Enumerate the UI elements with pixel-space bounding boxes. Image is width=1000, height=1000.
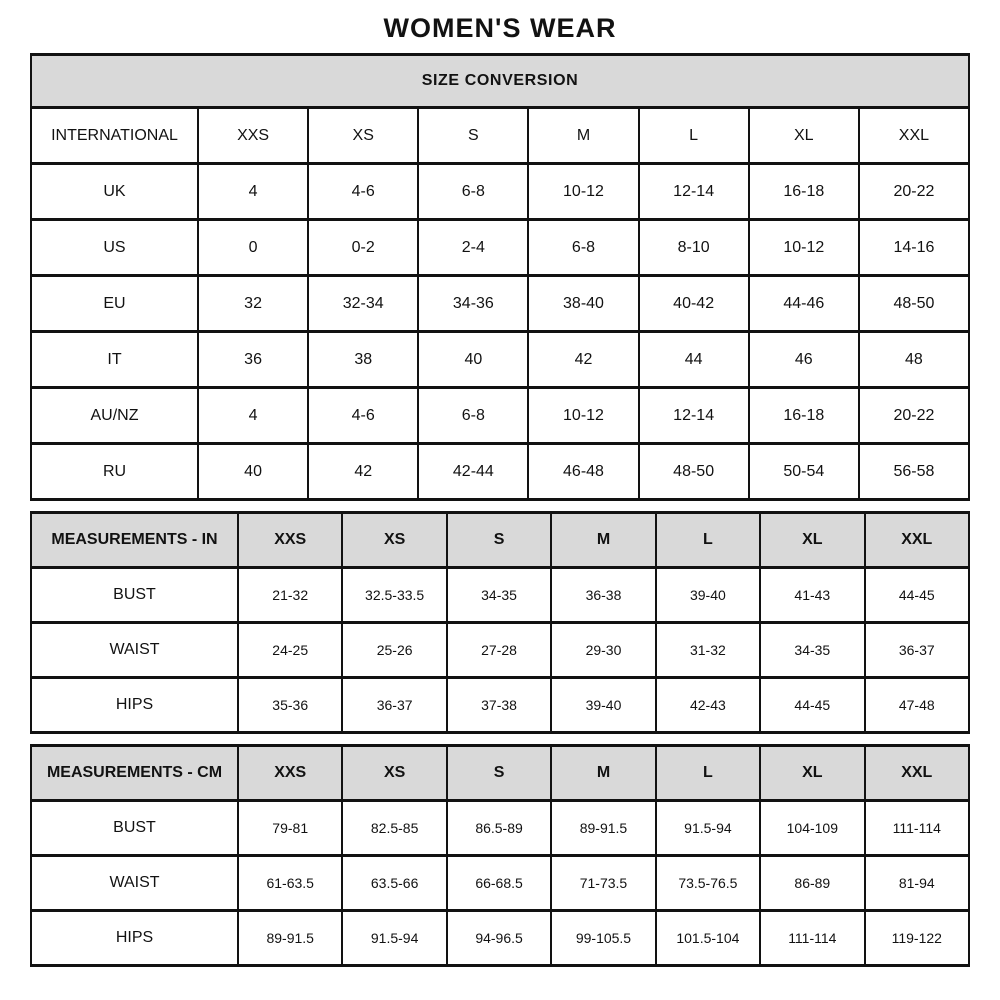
size-column-header-cell: S [447, 513, 551, 568]
value-cell: 82.5-85 [342, 801, 446, 856]
value-cell: 0-2 [308, 220, 418, 276]
value-cell: 25-26 [342, 623, 446, 678]
value-cell: 27-28 [447, 623, 551, 678]
row-label-cell: HIPS [31, 678, 238, 733]
value-cell: 39-40 [656, 568, 760, 623]
value-cell: 37-38 [447, 678, 551, 733]
row-label-cell: RU [31, 444, 198, 500]
size-column-header-cell: XS [342, 513, 446, 568]
table-header-row [31, 513, 969, 568]
value-cell: 56-58 [859, 444, 969, 500]
table-row [31, 220, 969, 276]
value-cell: 86-89 [760, 856, 864, 911]
value-cell: 111-114 [760, 911, 864, 966]
value-cell: 2-4 [418, 220, 528, 276]
value-cell: 111-114 [865, 801, 969, 856]
measurements-in-table-body [31, 513, 969, 733]
value-cell: 89-91.5 [551, 801, 655, 856]
table-row [31, 164, 969, 220]
size-column-header-cell: L [656, 513, 760, 568]
value-cell: 44-45 [865, 568, 969, 623]
row-label-cell: EU [31, 276, 198, 332]
table-row [31, 678, 969, 733]
size-conversion-table-body [31, 55, 969, 500]
value-cell: 36 [198, 332, 308, 388]
value-cell: 94-96.5 [447, 911, 551, 966]
value-cell: 42-44 [418, 444, 528, 500]
value-cell: 39-40 [551, 678, 655, 733]
row-label-cell: UK [31, 164, 198, 220]
size-column-header-cell: XS [308, 108, 418, 164]
value-cell: 21-32 [238, 568, 342, 623]
value-cell: 41-43 [760, 568, 864, 623]
row-label-cell: HIPS [31, 911, 238, 966]
value-cell: 16-18 [749, 164, 859, 220]
measurements-cm-table-body [31, 746, 969, 966]
size-column-header-cell: XL [760, 746, 864, 801]
size-column-header-cell: XXS [198, 108, 308, 164]
row-label-cell: BUST [31, 801, 238, 856]
table-banner: SIZE CONVERSION [31, 55, 969, 108]
value-cell: 10-12 [528, 388, 638, 444]
value-cell: 44-46 [749, 276, 859, 332]
value-cell: 31-32 [656, 623, 760, 678]
value-cell: 32 [198, 276, 308, 332]
size-column-header-cell: XL [749, 108, 859, 164]
value-cell: 36-38 [551, 568, 655, 623]
value-cell: 24-25 [238, 623, 342, 678]
value-cell: 32-34 [308, 276, 418, 332]
table-row [31, 623, 969, 678]
value-cell: 73.5-76.5 [656, 856, 760, 911]
value-cell: 81-94 [865, 856, 969, 911]
value-cell: 10-12 [749, 220, 859, 276]
value-cell: 36-37 [342, 678, 446, 733]
value-cell: 50-54 [749, 444, 859, 500]
size-column-header-cell: L [656, 746, 760, 801]
size-column-header-cell: S [447, 746, 551, 801]
value-cell: 71-73.5 [551, 856, 655, 911]
value-cell: 44 [639, 332, 749, 388]
size-column-header-cell: M [551, 746, 655, 801]
value-cell: 40 [198, 444, 308, 500]
value-cell: 16-18 [749, 388, 859, 444]
value-cell: 40 [418, 332, 528, 388]
value-cell: 40-42 [639, 276, 749, 332]
value-cell: 32.5-33.5 [342, 568, 446, 623]
size-column-header-cell: XXL [865, 513, 969, 568]
value-cell: 4 [198, 388, 308, 444]
size-column-header-cell: M [528, 108, 638, 164]
size-conversion-table [30, 53, 970, 501]
value-cell: 66-68.5 [447, 856, 551, 911]
table-row [31, 388, 969, 444]
measurements-in-table [30, 511, 970, 734]
value-cell: 8-10 [639, 220, 749, 276]
row-label-cell: AU/NZ [31, 388, 198, 444]
measurements-cm-table [30, 744, 970, 967]
table-header-row [31, 108, 969, 164]
table-banner-row [31, 55, 969, 108]
size-column-header-cell: XXS [238, 746, 342, 801]
size-column-header-cell: M [551, 513, 655, 568]
table-row [31, 276, 969, 332]
value-cell: 48-50 [859, 276, 969, 332]
table-row [31, 332, 969, 388]
value-cell: 101.5-104 [656, 911, 760, 966]
size-column-header-cell: S [418, 108, 528, 164]
row-label-cell: WAIST [31, 623, 238, 678]
size-column-header-cell: XXL [865, 746, 969, 801]
size-column-header-cell: XXL [859, 108, 969, 164]
table-title-header-cell: INTERNATIONAL [31, 108, 198, 164]
value-cell: 89-91.5 [238, 911, 342, 966]
value-cell: 61-63.5 [238, 856, 342, 911]
value-cell: 91.5-94 [656, 801, 760, 856]
row-label-cell: US [31, 220, 198, 276]
value-cell: 44-45 [760, 678, 864, 733]
value-cell: 38 [308, 332, 418, 388]
value-cell: 14-16 [859, 220, 969, 276]
table-title-header-cell: MEASUREMENTS - IN [31, 513, 238, 568]
size-guide-page [30, 0, 970, 967]
page-title: WOMEN'S WEAR [383, 13, 617, 43]
table-row [31, 444, 969, 500]
table-row [31, 801, 969, 856]
value-cell: 4 [198, 164, 308, 220]
value-cell: 38-40 [528, 276, 638, 332]
row-label-cell: IT [31, 332, 198, 388]
value-cell: 6-8 [418, 164, 528, 220]
value-cell: 42-43 [656, 678, 760, 733]
value-cell: 34-35 [760, 623, 864, 678]
value-cell: 12-14 [639, 164, 749, 220]
size-column-header-cell: XS [342, 746, 446, 801]
value-cell: 79-81 [238, 801, 342, 856]
value-cell: 46 [749, 332, 859, 388]
table-title-header-cell: MEASUREMENTS - CM [31, 746, 238, 801]
value-cell: 4-6 [308, 164, 418, 220]
row-label-cell: WAIST [31, 856, 238, 911]
value-cell: 36-37 [865, 623, 969, 678]
value-cell: 46-48 [528, 444, 638, 500]
value-cell: 99-105.5 [551, 911, 655, 966]
value-cell: 29-30 [551, 623, 655, 678]
value-cell: 6-8 [528, 220, 638, 276]
value-cell: 48-50 [639, 444, 749, 500]
value-cell: 12-14 [639, 388, 749, 444]
value-cell: 119-122 [865, 911, 969, 966]
value-cell: 34-36 [418, 276, 528, 332]
row-label-cell: BUST [31, 568, 238, 623]
value-cell: 104-109 [760, 801, 864, 856]
value-cell: 6-8 [418, 388, 528, 444]
value-cell: 63.5-66 [342, 856, 446, 911]
table-row [31, 856, 969, 911]
value-cell: 20-22 [859, 388, 969, 444]
value-cell: 42 [528, 332, 638, 388]
table-row [31, 568, 969, 623]
value-cell: 10-12 [528, 164, 638, 220]
size-column-header-cell: XXS [238, 513, 342, 568]
value-cell: 42 [308, 444, 418, 500]
table-row [31, 911, 969, 966]
value-cell: 20-22 [859, 164, 969, 220]
table-header-row [31, 746, 969, 801]
size-column-header-cell: XL [760, 513, 864, 568]
value-cell: 35-36 [238, 678, 342, 733]
value-cell: 48 [859, 332, 969, 388]
value-cell: 91.5-94 [342, 911, 446, 966]
size-column-header-cell: L [639, 108, 749, 164]
value-cell: 0 [198, 220, 308, 276]
value-cell: 4-6 [308, 388, 418, 444]
value-cell: 34-35 [447, 568, 551, 623]
value-cell: 47-48 [865, 678, 969, 733]
value-cell: 86.5-89 [447, 801, 551, 856]
